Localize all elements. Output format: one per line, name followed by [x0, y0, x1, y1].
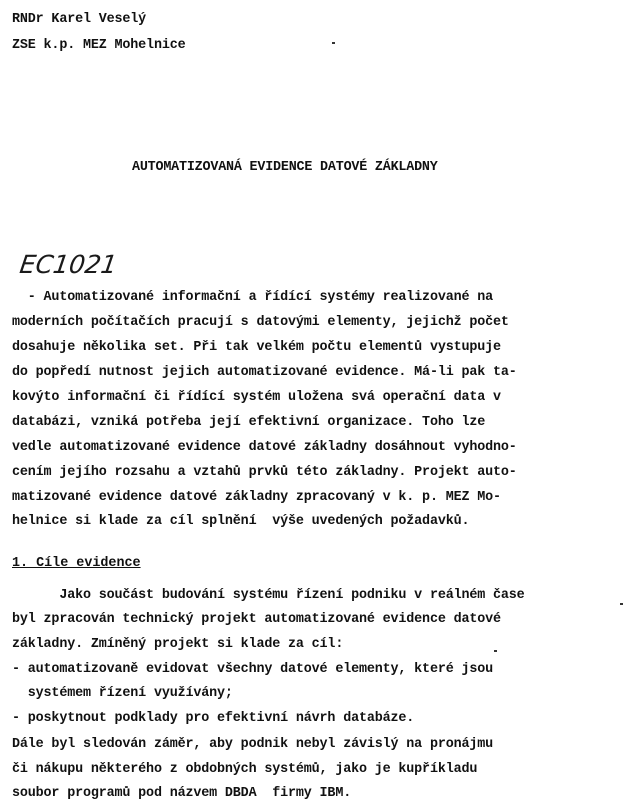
section-line: Jako součást budování systému řízení podniku v reálném čase	[12, 588, 525, 603]
intro-line: vedle automatizované evidence datové základny dosáhnout vyhodno-	[12, 440, 517, 455]
section-line: byl zpracován technický projekt automatizované evidence datové	[12, 612, 501, 627]
intro-line: kovýto informační či řídící systém uložena svá operační data v	[12, 390, 501, 405]
organization-name: ZSE k.p. MEZ Mohelnice	[12, 38, 186, 53]
handwritten-note: EC1021	[17, 250, 119, 279]
intro-line: databázi, vzniká potřeba její efektivní organizace. Toho lze	[12, 415, 486, 430]
intro-line: do popředí nutnost jejich automatizované evidence. Má-li pak ta-	[12, 365, 517, 380]
section-line: - poskytnout podklady pro efektivní návrh databáze.	[12, 711, 415, 726]
author-name: RNDr Karel Veselý	[12, 12, 147, 27]
scan-speck	[494, 650, 497, 652]
document-title: AUTOMATIZOVANÁ EVIDENCE DATOVÉ ZÁKLADNY	[132, 160, 438, 175]
scan-speck	[332, 42, 335, 44]
section-line: či nákupu některého z obdobných systémů, jako je kupříkladu	[12, 762, 478, 777]
intro-line: moderních počítačích pracují s datovými elementy, jejichž počet	[12, 315, 509, 330]
section-line: systémem řízení využívány;	[12, 686, 233, 701]
intro-line: cením jejího rozsahu a vztahů prvků této základny. Projekt auto-	[12, 465, 517, 480]
section-heading: 1. Cíle evidence	[12, 556, 141, 571]
section-line: - automatizovaně evidovat všechny datové elementy, které jsou	[12, 662, 494, 677]
intro-line: dosahuje několika set. Při tak velkém počtu elementů vystupuje	[12, 340, 501, 355]
scan-speck	[620, 603, 623, 605]
intro-line: matizované evidence datové základny zpracovaný v k. p. MEZ Mo-	[12, 490, 501, 505]
intro-line: helnice si klade za cíl splnění výše uvedených požadavků.	[12, 514, 470, 529]
intro-line: - Automatizované informační a řídící systémy realizované na	[12, 290, 494, 305]
section-line: Dále byl sledován záměr, aby podnik nebyl závislý na pronájmu	[12, 737, 494, 752]
section-line: základny. Zmíněný projekt si klade za cíl:	[12, 637, 344, 652]
section-line: soubor programů pod názvem DBDA firmy IBM.	[12, 786, 352, 801]
